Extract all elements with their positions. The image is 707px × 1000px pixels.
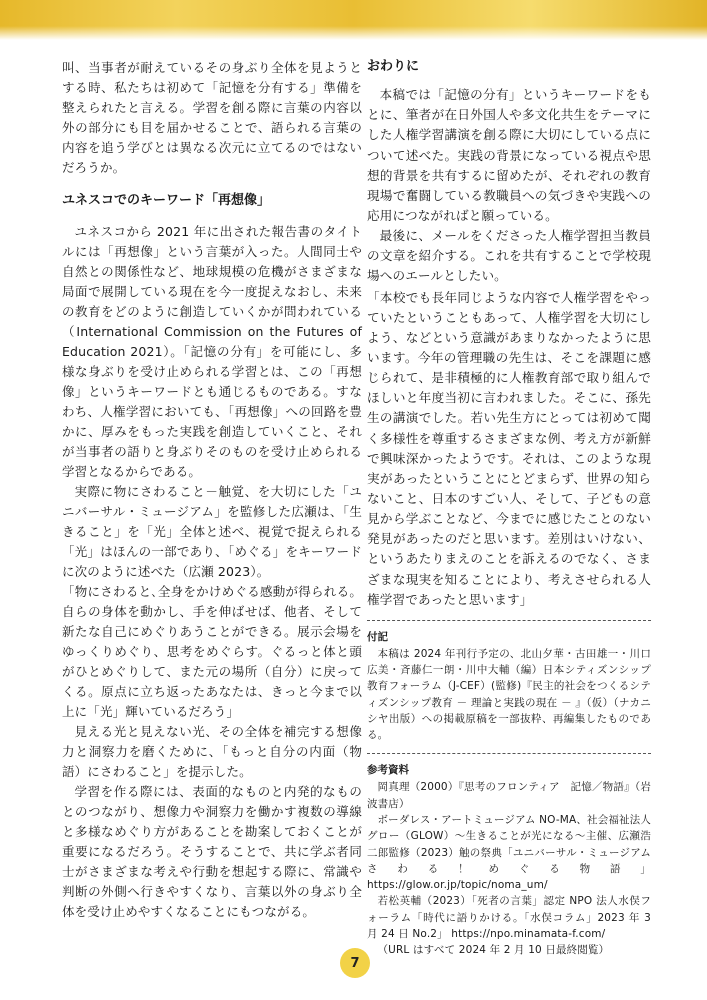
reference-item: （URL はすべて 2024 年 2 月 10 日最終閲覧） xyxy=(377,944,610,957)
appendix-body: 本稿は 2024 年刊行予定の、北山夕華・古田雄一・川口広美・斉藤仁一朗・川中大輔（編）日本シティズンシップ教育フォーラム（J-CEF）(監修)『民主的社会をつくるシティズンシップ教育 － 理論と実践の現在 － 』（仮）（ナカニシヤ出版）への掲載原稿を一部抜粋、再編集したものである。 xyxy=(367,647,651,742)
left-paragraph-5: 学習を作る際には、表面的なものと内発的なものとのつながり、想像力や洞察力を働かす複数の導線と多様なめぐり方があることを勘案しておくことが重要になるだろう。そうすることで、共に学ぶ者同士がさまざまな考えや行動を想起する際に、常識や判断の外側へ行きやすくなり、言葉以外の身ぶり全体を受け止めやすくなることにもつながる。 xyxy=(62,784,362,920)
left-paragraph-1: 叫、当事者が耐えているその身ぶり全体を見ようとする時、私たちは初めて「記憶を分有する」準備を整えられたと言える。学習を創る際に言葉の内容以外の部分にも目を届かせることで、語られる言葉の内容を追う学びとは異なる次元に立てるのではないだろうか。 xyxy=(62,60,362,175)
right-column xyxy=(367,58,651,958)
left-paragraph-3: 実際に物にさわること－触覚、を大切にした「ユニバーサル・ミュージアム」を監修した広瀬は、「生きること」を「光」全体と述べ、視覚で捉えられる「光」はほんの一部であり、「めぐる」をキーワードに次のように述べた（広瀬 2023）。 xyxy=(62,484,362,580)
left-paragraph-2: ユネスコから 2021 年に出された報告書のタイトルには「再想像」という言葉が入った。人間同士や自然との関係性など、地球規模の危機がさまざまな局面で展開している現在を今一度捉えなおし、未来の教育をどのように創造していくかが問われている（International Commission on the Futures of Education 2021）。「記憶の分有」を可能にし、多様な身ぶりを受け止められる学習とは、この「再想像」というキーワードとも通じるものである。すなわち、人権学習においても、「再想像」への回路を豊かに、厚みをもった実践を創造していくこと、それが当事者の語りと身ぶりそのものを受け止められる学習となるからである。 xyxy=(62,224,362,480)
left-quote: 「物にさわると､全身をかけめぐる感動が得られる。自らの身体を動かし、手を伸ばせば、他者、そして新たな自己にめぐりあうことができる。展示会場をゆっくりめぐり、思考をめぐらす。ぐるっと体と頭がひとめぐりして、また元の場所（自分）に戻ってくる。原点に立ち返ったあなたは、きっと今まで以上に「光」輝いているだろう」 xyxy=(62,584,362,720)
section-heading-conclusion: おわりに xyxy=(367,59,420,74)
right-quote: 「本校でも長年同じような内容で人権学習をやっていたということもあって、人権学習を大切にしよう、などという意識があまりなかったように思います。今年の管理職の先生は、そこを課題に感じられて、是非積極的に人権教育部で取り組んでほしいと年度当初に言われました。そこに、孫先生の講演でした。若い先生方にとっては初めて聞く多様性を尊重するさまざまな例、考え方が新鮮で興味深かったようです。それは、このような現実があったということにとどまらず、世界の知らないこと、日本のすごい人、そして、子どもの意見から学ぶことなど、今までに感じたことのない発見があったのだと思います。差別はいけない、というあたりまえのことを訴えるのでなく、さまざまな現実を知ることにより、考えさせられる人権学習であったと思います」 xyxy=(367,289,651,607)
references xyxy=(367,762,651,958)
right-paragraph-1: 本稿では「記憶の分有」というキーワードをもとに、筆者が在日外国人や多文化共生をテーマにした人権学習講演を創る際に大切にしている点について述べた。実践の背景になっている視点や思想的背景を共有するに留めたが、それぞれの教育現場で奮闘している教職員への気づきや実践への応用につながればと願っている。 xyxy=(367,87,651,224)
section-heading-unesco: ユネスコでのキーワード「再想像」 xyxy=(62,193,271,208)
reference-item: 若松英輔（2023）「死者の言葉」認定 NPO 法人水俣フォーラム「時代に語りかける。「水俣コラム」2023 年 3 月 24 日 No.2」 https://npo.minamata-f.com/ xyxy=(367,895,651,940)
left-column xyxy=(62,58,362,922)
left-paragraph-4: 見える光と見えない光、その全体を補完する想像力と洞察力を磨くために、「もっと自分の内面（物語）にさわること」を提示した。 xyxy=(62,724,362,780)
page-number: 7 xyxy=(340,948,370,978)
right-paragraph-2: 最後に、メールをくださった人権学習担当教員の文章を紹介する。これを共有することで学校現場へのエールとしたい。 xyxy=(367,228,651,284)
reference-item: 岡真理（2000）『思考のフロンティア 記憶／物語』（岩波書店） xyxy=(367,781,651,810)
appendix-title: 付記 xyxy=(367,630,388,643)
appendix-note xyxy=(367,629,651,744)
divider xyxy=(367,753,651,754)
reference-item: ボーダレス・アートミュージアム NO-MA、社会福祉法人グロー（GLOW）～生きることが光になる～主催、広瀬浩二郎監修（2023）触の祭典「ユニバーサル・ミュージアム さわる！めぐる物語」 https://glow.or.jp/topic/noma_um/ xyxy=(367,813,651,892)
references-title: 参考資料 xyxy=(367,764,409,777)
divider xyxy=(367,620,651,621)
header-banner xyxy=(0,0,707,40)
